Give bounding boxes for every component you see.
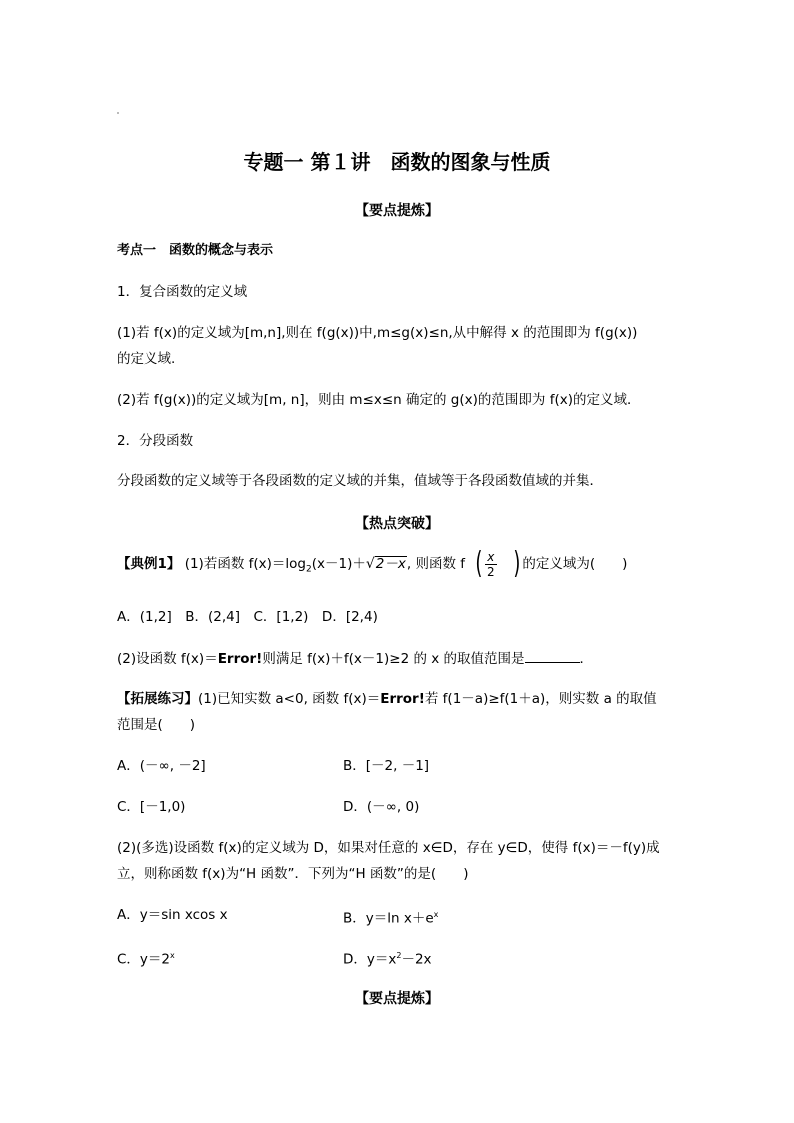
ext-q2-line1: (2)(多选)设函数 f(x)的定义域为 D，如果对任意的 x∈D，存在 y∈D，使得 f(x)＝－f(y)成 (117, 840, 660, 856)
ext-q2-choice-b-text: B．y＝ln x＋e (343, 910, 434, 927)
example1-q1-post: , 则函数 f (406, 556, 465, 572)
ext-q1-choice-b: B．[－2, －1] (343, 758, 430, 774)
page-title: 专题一 第１讲 函数的图象与性质 (243, 150, 551, 174)
example1-q1-choices: A．(1,2] B．(2,4] C．[1,2) D．[2,4) (117, 609, 378, 625)
ext-label: 【拓展练习】 (117, 691, 198, 707)
example1-label: 【典例1】 (117, 556, 181, 572)
ext-error-token: Error! (380, 691, 425, 707)
ext-q2-choice-d (343, 946, 432, 970)
example1-q1-prefix: (1)若函数 f(x)＝log (184, 556, 306, 572)
fraction-x-over-2 (485, 550, 497, 579)
ext-q1-choice-d: D．(－∞, 0) (343, 799, 420, 815)
right-paren: ) (513, 546, 521, 581)
fraction-denominator: 2 (487, 564, 495, 579)
item1-para2: (2)若 f(g(x))的定义域为[m, n]，则由 m≤x≤n 确定的 g(x)的范围即为 f(x)的定义域． (117, 392, 641, 408)
ext-q2-choice-c-text: C．y＝2 (117, 951, 171, 968)
ext-q2-line2: 立，则称函数 f(x)为“H 函数”．下列为“H 函数”的是( ) (117, 866, 469, 882)
section-heading-key-points-2: 【要点提炼】 (355, 991, 439, 1007)
ext-q1-choice-a: A．(－∞, －2] (117, 758, 206, 774)
example1-q2-end: ． (579, 651, 594, 667)
ext-q1-line1-b: 若 f(1－a)≥f(1＋a)，则实数 a 的取值 (424, 691, 657, 707)
ext-q1-line1-a: (1)已知实数 a<0, 函数 f(x)＝ (198, 691, 381, 707)
kp1-heading: 考点一 函数的概念与表示 (117, 243, 274, 258)
example1-q1-mid: (x－1)＋ (311, 556, 366, 572)
log-base: 2 (305, 564, 312, 575)
ext-q1-line1 (117, 689, 657, 709)
left-paren: ( (475, 546, 483, 581)
item2-body: 分段函数的定义域等于各段函数的定义域的并集，值域等于各段函数值域的并集． (117, 473, 603, 489)
item1-para1-line1: (1)若 f(x)的定义域为[m,n],则在 f(g(x))中,m≤g(x)≤n,从中解得 x 的范围即为 f(g(x)) (117, 325, 638, 341)
example1-q1-end: 的定义域为( ) (522, 556, 628, 572)
sqrt-sign: √ (365, 556, 375, 572)
ext-q1-choice-c: C．[－1,0) (117, 799, 186, 815)
ext-q2-choice-b-sup: x (433, 910, 439, 919)
ext-q2-choice-c (117, 946, 175, 970)
ext-q2-choice-d-sup: 2 (396, 951, 402, 960)
section-heading-hot-topics: 【热点突破】 (355, 516, 439, 532)
item1-title: 1．复合函数的定义域 (117, 284, 248, 300)
example1-q2 (117, 648, 593, 669)
ext-q1-line2: 范围是( ) (117, 717, 196, 733)
ext-q2-choice-a: A．y＝sin xcos x (117, 907, 228, 923)
answer-blank (525, 648, 580, 663)
ext-q2-choice-c-sup: x (170, 951, 175, 960)
example1-q2-prefix: (2)设函数 f(x)＝ (117, 651, 218, 667)
page-dot (117, 112, 119, 114)
ext-q2-choice-d-post: －2x (401, 951, 432, 968)
error-token: Error! (217, 651, 263, 667)
section-heading-key-points: 【要点提炼】 (355, 203, 439, 219)
example1-q1 (117, 548, 627, 586)
item2-title: 2．分段函数 (117, 433, 194, 449)
example1-q2-post: 则满足 f(x)＋f(x－1)≥2 的 x 的取值范围是 (262, 651, 525, 667)
fraction-numerator: x (485, 550, 497, 565)
sqrt-argument: 2－x (375, 556, 406, 572)
ext-q2-choice-b (343, 905, 438, 929)
item1-para1-line2: 的定义域. (117, 351, 176, 367)
ext-q2-choice-d-text: D．y＝x (343, 951, 397, 968)
